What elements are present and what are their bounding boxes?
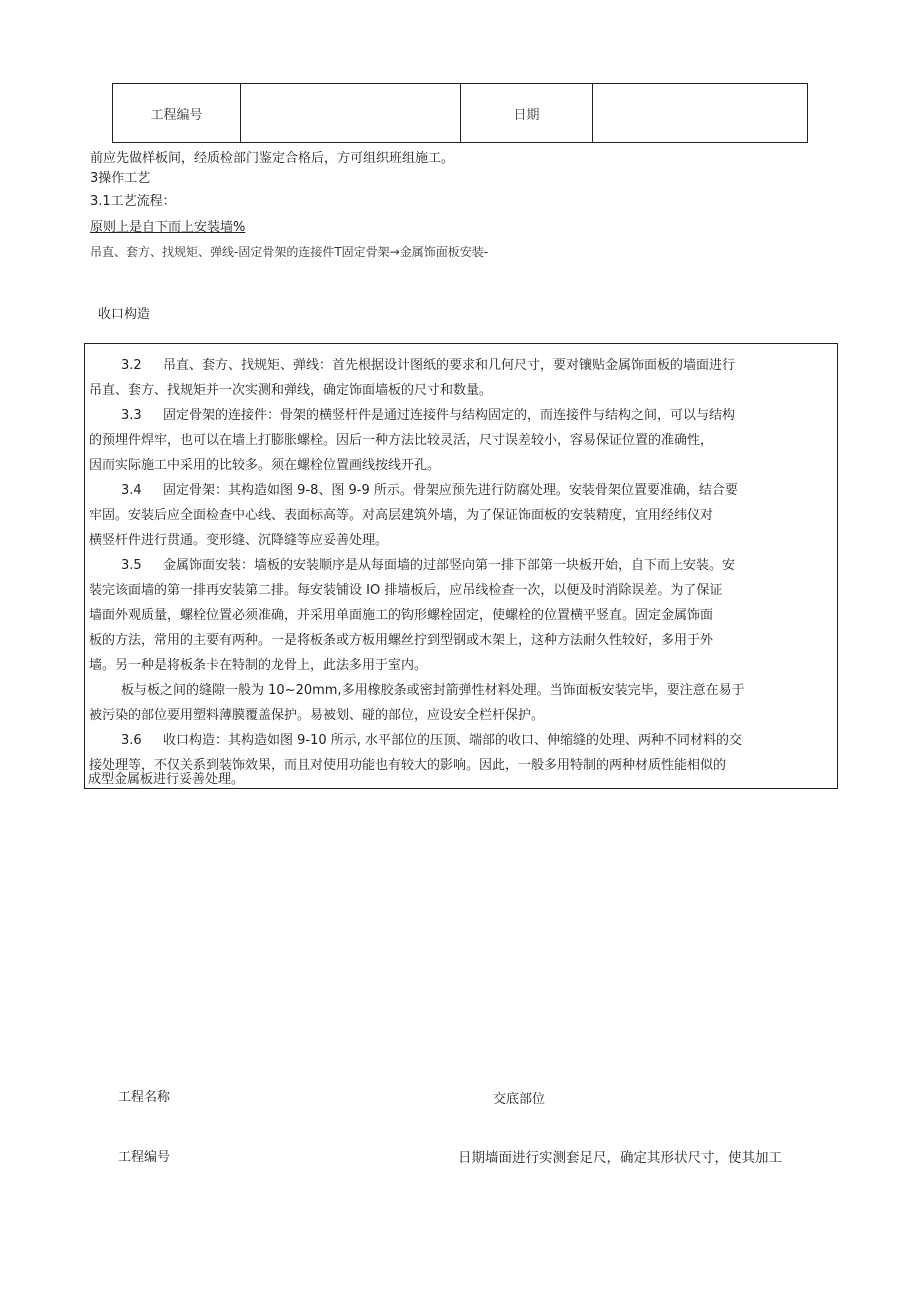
section-heading: 3操作工艺: [90, 171, 151, 186]
process-flow: 吊直、套方、找规矩、弹线-固定骨架的连接件T固定骨架→金属饰面板安装-: [90, 245, 489, 259]
date-value: [593, 84, 807, 142]
subsection-heading: 3.1工艺流程：: [90, 194, 176, 209]
clause-number: 3.6: [121, 733, 142, 748]
paragraph-line: 板与板之间的缝隙一般为 10~20mm,多用橡胶条或密封箭弹性材料处理。当饰面板安装完毕，要注意在易于: [121, 683, 745, 698]
clause-number: 3.3: [121, 408, 142, 423]
footer-date-text: 日期墙面进行实测套足尺，确定其形状尺寸，使其加工: [458, 1150, 782, 1166]
footer-project-no-label: 工程编号: [118, 1150, 171, 1165]
project-no-value: [241, 84, 461, 142]
paragraph-line: 因而实际施工中采用的比较多。须在螺栓位置画线按线开孔。: [89, 458, 441, 473]
paragraph-line: 横竖杆件进行贯通。变形缝、沉降缝等应妥善处理。: [89, 533, 389, 548]
header-table: [112, 83, 808, 143]
paragraph-line: 3.6 收口构造：其构造如图 9-10 所示, 水平部位的压顶、端部的收口、伸缩缝的处理、两种不同材料的交: [121, 733, 743, 748]
clause-number: 3.2: [121, 358, 142, 373]
paragraph-line: 被污染的部位要用塑料薄膜覆盖保护。易被划、碰的部位，应设安全栏杆保护。: [89, 708, 545, 723]
paragraph-line: 3.3 固定骨架的连接件：骨架的横竖杆件是通过连接件与结构固定的，而连接件与结构之间，可以与结构: [121, 408, 736, 423]
paragraph-line: 牢固。安装后应全面检查中心线、表面标高等。对高层建筑外墙，为了保证饰面板的安装精度，宜用经纬仪对: [89, 508, 714, 523]
clause-number: 3.4: [121, 483, 142, 498]
paragraph-line: 3.4 固定骨架：其构造如图 9-8、图 9-9 所示。骨架应预先进行防腐处理。安装骨架位置要准确，结合要: [121, 483, 738, 498]
paragraph-line: 接处理等，不仅关系到装饰效果，而且对使用功能也有较大的影响。因此，一般多用特制的两种材质性能相似的: [89, 758, 727, 773]
principle-text: 原则上是自下而上安装墙%: [90, 220, 246, 235]
paragraph-line: 成型金属板进行妥善处理。: [88, 772, 245, 787]
date-label: 日期: [461, 84, 593, 142]
paragraph-line: 墙面外观质量，螺栓位置必须准确，并采用单面施工的钩形螺栓固定，使螺栓的位置横平竖直。固定金属饰面: [89, 608, 714, 623]
paragraph-line: 吊直、套方、找规矩并一次实测和弹线，确定饰面墙板的尺寸和数量。: [89, 383, 493, 398]
project-no-label: 工程编号: [113, 84, 241, 142]
intro-line: 前应先做样板间，经质检部门鉴定合格后，方可组织班组施工。: [90, 151, 455, 166]
paragraph-line: 3.2 吊直、套方、找规矩、弹线：首先根据设计图纸的要求和几何尺寸，要对镶贴金属饰面板的墙面进行: [121, 358, 736, 373]
paragraph-line: 的预埋件焊牢，也可以在墙上打膨胀螺栓。因后一种方法比较灵活，尺寸误差较小，容易保证位置的准确性，: [89, 433, 714, 448]
content-box-overlay: [84, 343, 838, 789]
closing-construction-label: 收口构造: [98, 307, 151, 322]
paragraph-line: 板的方法，常用的主要有两种。一是将板条或方板用螺丝拧到型钢或木架上，这种方法耐久性较好，多用于外: [89, 633, 714, 648]
clause-number: 3.5: [121, 558, 142, 573]
paragraph-line: 装完该面墙的第一排再安装第二排。每安装铺设 IO 排墙板后，应吊线检查一次，以便及时消除误差。为了保证: [89, 583, 723, 598]
paragraph-line: 3.5 金属饰面安装：墙板的安装顺序是从每面墙的过部竖向第一排下部第一块板开始，自下而上安装。安: [121, 558, 736, 573]
paragraph-line: 墙。另一种是将板条卡在特制的龙骨上，此法多用于室内。: [89, 658, 428, 673]
handover-location-label: 交底部位: [493, 1092, 546, 1107]
project-name-label: 工程名称: [118, 1090, 171, 1105]
